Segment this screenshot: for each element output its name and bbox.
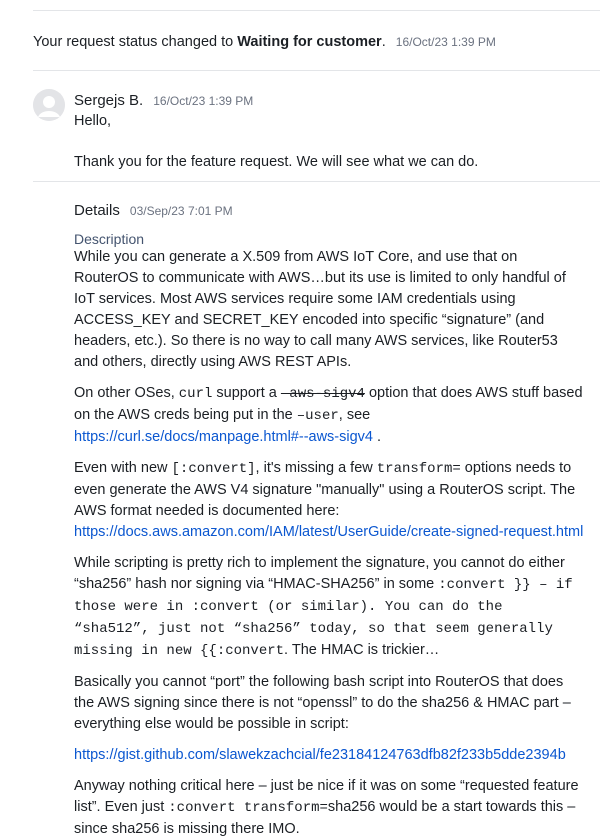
- comment-author[interactable]: Sergejs B.: [74, 92, 144, 109]
- aws-docs-link[interactable]: https://docs.aws.amazon.com/IAM/latest/UserGuide/create-signed-request.html: [74, 524, 584, 540]
- aws-sigv4-code: –aws-sigv4: [280, 386, 365, 402]
- comment: [74, 92, 594, 173]
- description-paragraph-4: While scripting is pretty rich to implement the signature, you cannot do either “sha256” hash nor signing via “HMAC-SHA256” in some :convert }} – if those were in :convert (or similar). You can do the “sha512”, just not “sha256” today, so that seem generally missing in new {{:convert. The HMAC is trickier…: [74, 555, 573, 659]
- description-paragraph-1: While you can generate a X.509 from AWS IoT Core, and use that on RouterOS to communicate with AWS…but its use is limited to only handful of IoT services. Most AWS services require some IAM credentials using ACCESS_KEY and SECRET_KEY encoded into specific “signature” (and headers, etc.). So there is no way to call many AWS services, like Router53 and others, directly using AWS REST APIs.: [74, 249, 566, 370]
- user-avatar-icon: [33, 89, 65, 121]
- status-suffix: .: [381, 34, 386, 50]
- curl-docs-link[interactable]: https://curl.se/docs/manpage.html#--aws-sigv4: [74, 429, 373, 445]
- description-paragraph-5: Basically you cannot “port” the following bash script into RouterOS that does the AWS signing since there is not “openssl” to do the sha256 & HMAC part – everything else would be possible in script:: [74, 674, 571, 732]
- transform-code: transform=: [376, 461, 461, 477]
- description-paragraph-6: Anyway nothing critical here – just be nice if it was on some “requested feature list”. Even just :convert transform=sha256 would be a start towards this – since sha256 is missing there IMO.: [74, 778, 579, 837]
- comment-time: 16/Oct/23 1:39 PM: [153, 94, 254, 108]
- status-time: 16/Oct/23 1:39 PM: [395, 35, 496, 49]
- top-divider: [33, 10, 600, 11]
- divider: [33, 70, 600, 71]
- gist-link-paragraph: [74, 745, 584, 766]
- curl-code: curl: [178, 386, 213, 402]
- convert-transform-code: :convert transform=: [168, 800, 328, 816]
- gist-link[interactable]: https://gist.github.com/slawekzachcial/fe23184124763dfb82f233b5dde2394b: [74, 747, 566, 763]
- status-value: Waiting for customer: [237, 34, 382, 50]
- comment-body: Thank you for the feature request. We will see what we can do.: [74, 154, 479, 170]
- status-change-entry: [33, 34, 496, 50]
- details-section: [74, 202, 584, 840]
- details-time: 03/Sep/23 7:01 PM: [129, 204, 233, 218]
- comment-greeting: Hello,: [74, 113, 112, 129]
- divider: [33, 181, 600, 182]
- details-title: Details: [74, 202, 120, 219]
- user-code: –user: [296, 408, 339, 424]
- status-prefix: Your request status changed to: [33, 34, 234, 50]
- convert-inline-code: :convert }} – if those were in :convert (or similar). You can do the “sha512”, just not “sha256” today, so that seem generally missing in new {{:convert: [74, 577, 573, 659]
- description-paragraph-3: Even with new [:convert], it's missing a few transform= options needs to even generate the AWS V4 signature "manually" using a RouterOS script. The AWS format needed is documented here: https://docs.aws.amazon.com/IAM/latest/UserGuide/create-signed-request.html: [74, 460, 584, 540]
- description-label: Description: [74, 231, 145, 247]
- description-paragraph-2: On other OSes, curl support a –aws-sigv4 option that does AWS stuff based on the AWS creds being put in the –user, see https://curl.se/docs/manpage.html#--aws-sigv4 .: [74, 385, 583, 445]
- convert-code: [:convert]: [171, 461, 256, 477]
